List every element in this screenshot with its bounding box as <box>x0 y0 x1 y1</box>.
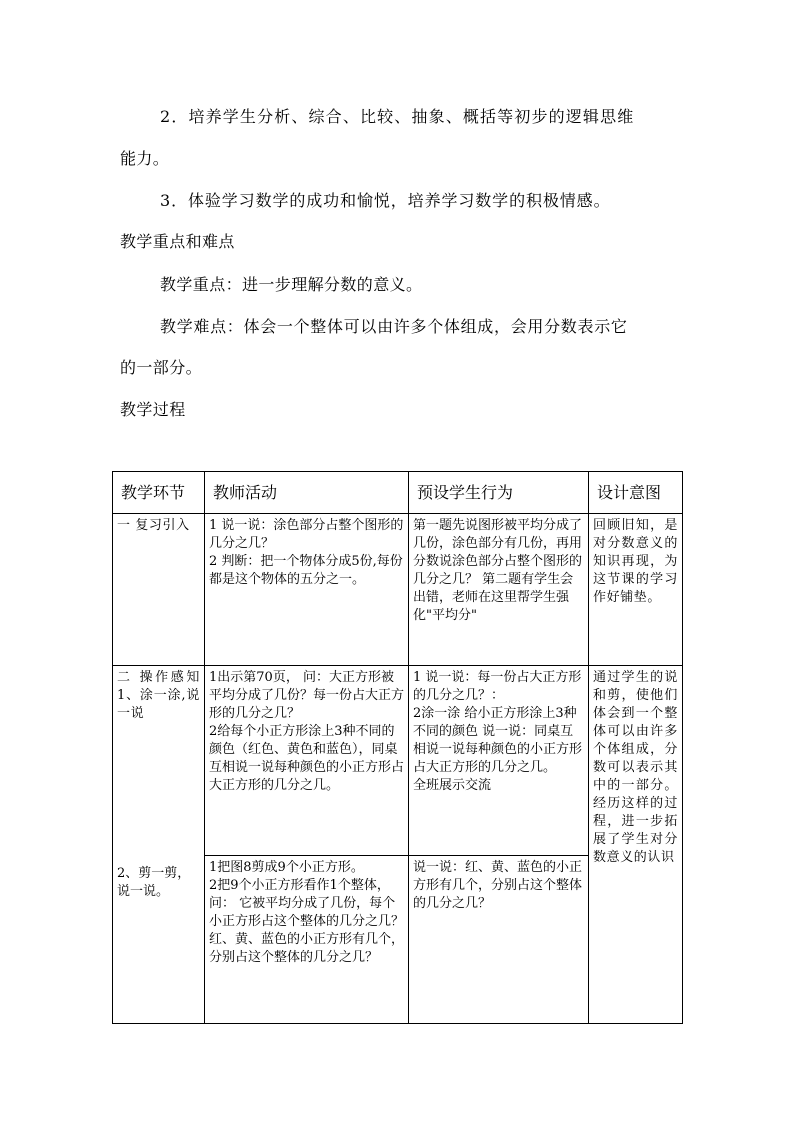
header-teacher-activity: 教师活动 <box>205 472 409 514</box>
heading-key-points: 教学重点和难点 <box>120 232 235 251</box>
student-colour-item-2: 2涂一涂 给小正方形涂上3种不同的颜色 说一说：同桌互相说一说每种颜色的小正方形占大正方形的几分之几。 <box>413 706 583 775</box>
difficulty-line-2: 的一部分。 <box>120 358 203 377</box>
table-row-review <box>113 514 683 666</box>
student-behavior-colour <box>409 666 589 856</box>
teacher-cut-item-1: 1把图8剪成9个小正方形。 <box>209 860 364 875</box>
teacher-activity-cut <box>205 856 409 1024</box>
objective-2-line-1: 2．培养学生分析、综合、比较、抽象、概括等初步的逻辑思维 <box>160 107 635 126</box>
header-design-intent: 设计意图 <box>589 472 683 514</box>
table-row-operate <box>113 666 683 856</box>
table-header-row <box>113 472 683 514</box>
key-point: 教学重点：进一步理解分数的意义。 <box>160 275 423 294</box>
design-intent-review: 回顾旧知，是对分数意义的知识再现，为这节课的学习作好铺垫。 <box>589 514 683 666</box>
student-colour-item-1: 1 说一说：每一份占大正方形的几分之几？： <box>413 670 582 703</box>
difficulty-line-1: 教学难点：体会一个整体可以由许多个体组成，会用分数表示它 <box>160 317 628 336</box>
stage-operate <box>113 666 205 1024</box>
student-behavior-review: 第一题先说图形被平均分成了几份，涂色部分有几份，再用分数说涂色部分占整个图形的几分之几？ 第二题有学生会出错，老师在这里帮学生强化"平均分" <box>409 514 589 666</box>
teaching-process-table <box>112 471 683 1024</box>
objective-3: 3．体验学习数学的成功和愉悦，培养学习数学的积极情感。 <box>160 191 611 210</box>
design-intent-operate: 通过学生的说和剪，使他们体会到一个整体可以由许多个体组成，分数可以表示其中的一部分。经历这样的过程，进一步拓展了学生对分数意义的认识 <box>589 666 683 1024</box>
teacher-activity-colour <box>205 666 409 856</box>
teacher-colour-item-2: 2给每个小正方形涂上3种不同的颜色（红色、黄色和蓝色），同桌互相说一说每种颜色的小正方形占大正方形的几分之几。 <box>209 724 405 793</box>
header-stage: 教学环节 <box>113 472 205 514</box>
teacher-review-item-2: 2 判断：把一个物体分成5份,每份都是这个物体的五分之一。 <box>209 554 403 587</box>
student-colour-item-3: 全班展示交流 <box>413 778 492 793</box>
objective-2-line-2: 能力。 <box>120 149 170 168</box>
heading-teaching-process: 教学过程 <box>120 400 186 419</box>
teacher-cut-item-2: 2把9个小正方形看作1个整体，问： 它被平均分成了几份，每个小正方形占这个整体的几分之几？ 红、黄、蓝色的小正方形有几个，分别占这个整体的几分之几？ <box>209 878 405 965</box>
teacher-review-item-1: 1 说一说：涂色部分占整个图形的几分之几？ <box>209 518 404 551</box>
stage-operate-b: 2、剪一剪，说一说。 <box>117 866 191 899</box>
student-behavior-cut: 说一说：红、黄、蓝色的小正方形有几个，分别占这个整体的几分之几？ <box>409 856 589 1024</box>
teacher-colour-item-1: 1出示第70页， 问：大正方形被平均分成了几份？每一份占大正方形的几分之几？ <box>209 670 405 721</box>
stage-operate-a: 二 操作感知 1、涂一涂,说一说 <box>117 670 200 721</box>
header-student-behavior: 预设学生行为 <box>409 472 589 514</box>
stage-review: 一 复习引入 <box>113 514 205 666</box>
teacher-activity-review <box>205 514 409 666</box>
